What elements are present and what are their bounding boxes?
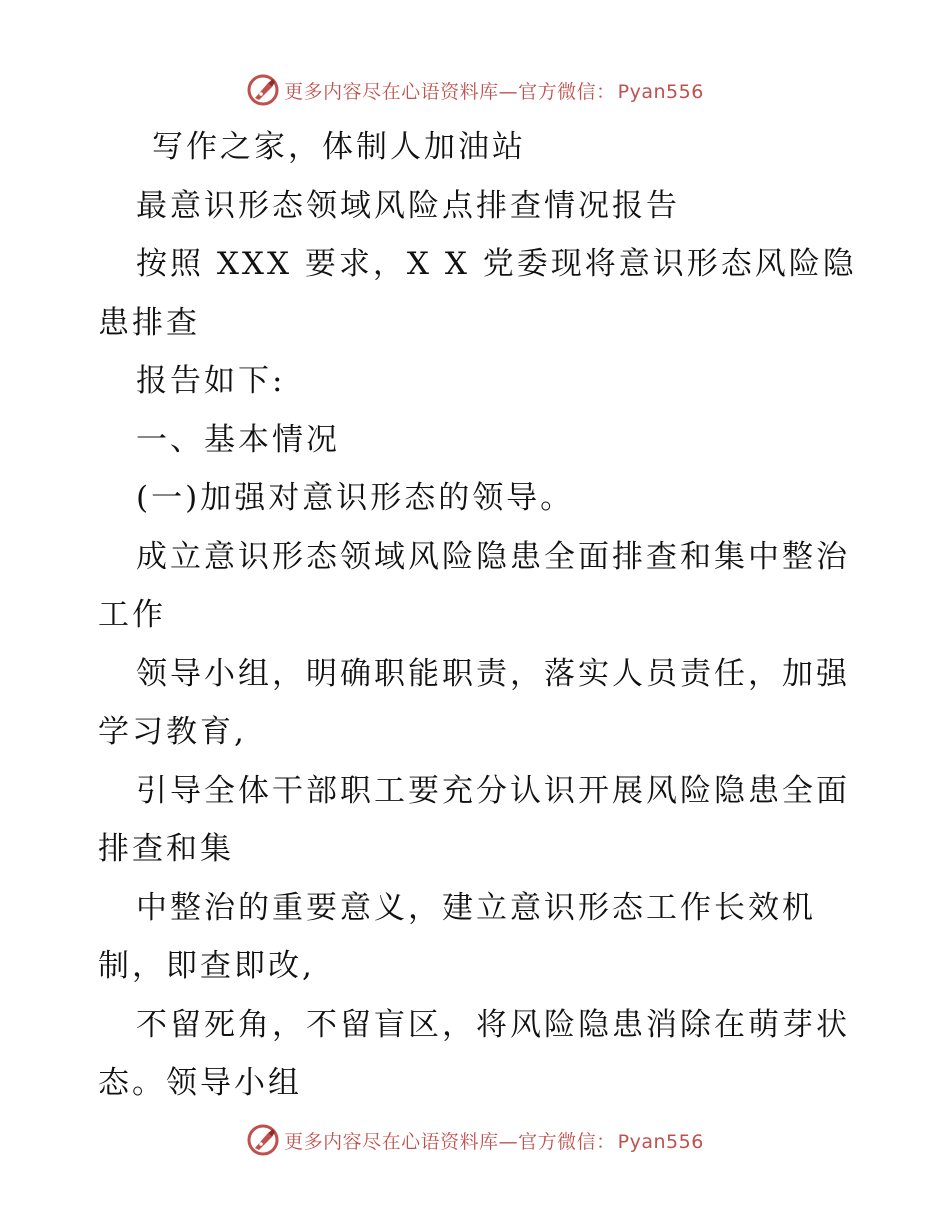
document-line: 按照 XXX 要求，X X 党委现将意识形态风险隐: [136, 246, 857, 282]
document-body: [98, 118, 858, 1113]
header-banner: [0, 70, 950, 110]
document-line: 成立意识形态领域风险隐患全面排查和集中整治: [136, 538, 850, 575]
document-line: 制，即查即改,: [98, 948, 315, 984]
document-line: (一)加强对意识形态的领导。: [136, 480, 575, 516]
document-line: 最意识形态领域风险点排查情况报告: [136, 187, 680, 224]
document-line: 报告如下:: [136, 363, 286, 399]
pen-nib-logo-icon: [246, 73, 280, 107]
document-line: 中整治的重要意义，建立意识形态工作长效机: [136, 889, 816, 926]
banner-text: 更多内容尽在心语资料库—官方微信： Pyan556: [284, 80, 704, 103]
document-line: 写作之家，体制人加油站: [152, 129, 526, 165]
pen-nib-logo-icon: [246, 1123, 280, 1157]
document-line: 工作: [98, 597, 166, 633]
document-line: 不留死角，不留盲区，将风险隐患消除在萌芽状: [136, 1006, 850, 1043]
document-line: 患排查: [98, 304, 200, 341]
document-line: 态。领导小组: [98, 1065, 302, 1101]
document-line: 引导全体干部职工要充分认识开展风险隐患全面: [136, 772, 850, 809]
banner-text: 更多内容尽在心语资料库—官方微信： Pyan556: [284, 1130, 704, 1153]
wechat-handle: Pyan556: [617, 1130, 704, 1153]
wechat-handle: Pyan556: [617, 80, 704, 103]
document-line: 排查和集: [98, 831, 234, 867]
document-line: 学习教育,: [98, 714, 247, 750]
document-line: 领导小组，明确职能职责，落实人员责任，加强: [136, 655, 850, 692]
footer-banner: [0, 1120, 950, 1160]
document-line: 一、基本情况: [136, 421, 340, 458]
